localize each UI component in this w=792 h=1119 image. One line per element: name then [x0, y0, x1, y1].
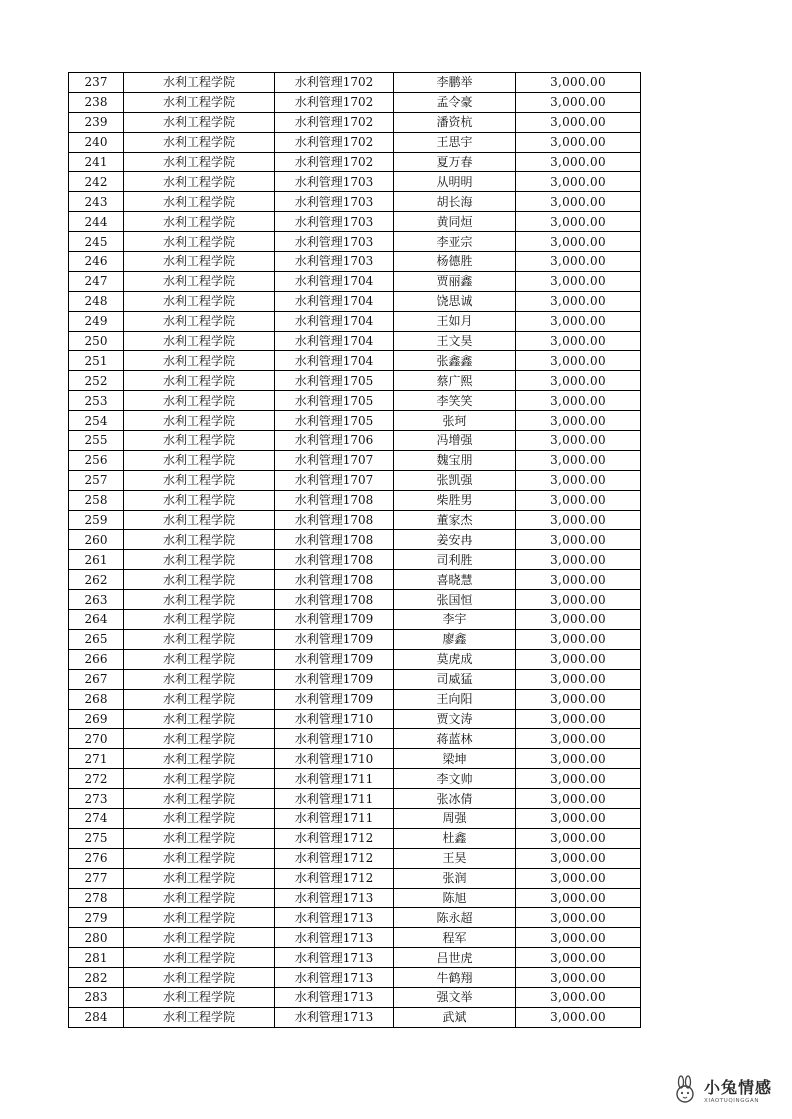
- table-row: [69, 371, 641, 391]
- student-name-cell: 李笑笑: [394, 391, 516, 411]
- college-cell: 水利工程学院: [124, 689, 275, 709]
- table-row: [69, 888, 641, 908]
- row-number-cell: 277: [69, 868, 124, 888]
- class-cell: 水利管理1713: [275, 987, 394, 1007]
- class-cell: 水利管理1703: [275, 192, 394, 212]
- student-name-cell: 杨德胜: [394, 252, 516, 272]
- college-cell: 水利工程学院: [124, 828, 275, 848]
- student-name-cell: 张凯强: [394, 470, 516, 490]
- row-number-cell: 280: [69, 928, 124, 948]
- class-cell: 水利管理1709: [275, 669, 394, 689]
- student-name-cell: 李文帅: [394, 769, 516, 789]
- college-cell: 水利工程学院: [124, 709, 275, 729]
- amount-cell: 3,000.00: [516, 172, 641, 192]
- class-cell: 水利管理1710: [275, 749, 394, 769]
- class-cell: 水利管理1703: [275, 212, 394, 232]
- class-cell: 水利管理1708: [275, 570, 394, 590]
- row-number-cell: 246: [69, 252, 124, 272]
- class-cell: 水利管理1710: [275, 729, 394, 749]
- amount-cell: 3,000.00: [516, 888, 641, 908]
- amount-cell: 3,000.00: [516, 948, 641, 968]
- college-cell: 水利工程学院: [124, 1007, 275, 1027]
- student-name-cell: 从明明: [394, 172, 516, 192]
- row-number-cell: 273: [69, 789, 124, 809]
- college-cell: 水利工程学院: [124, 271, 275, 291]
- class-cell: 水利管理1713: [275, 908, 394, 928]
- student-name-cell: 牛鹤翔: [394, 968, 516, 988]
- table-row: [69, 92, 641, 112]
- table-row: [69, 212, 641, 232]
- class-cell: 水利管理1709: [275, 689, 394, 709]
- student-name-cell: 张国恒: [394, 590, 516, 610]
- amount-cell: 3,000.00: [516, 291, 641, 311]
- class-cell: 水利管理1705: [275, 371, 394, 391]
- table-row: [69, 570, 641, 590]
- table-row: [69, 669, 641, 689]
- watermark-subtitle: XIAOTUQINGGAN: [704, 1098, 760, 1104]
- table-row: [69, 132, 641, 152]
- student-name-cell: 廖鑫: [394, 629, 516, 649]
- table-row: [69, 908, 641, 928]
- class-cell: 水利管理1713: [275, 888, 394, 908]
- table-row: [69, 73, 641, 93]
- row-number-cell: 247: [69, 271, 124, 291]
- class-cell: 水利管理1706: [275, 431, 394, 451]
- college-cell: 水利工程学院: [124, 749, 275, 769]
- amount-cell: 3,000.00: [516, 112, 641, 132]
- class-cell: 水利管理1712: [275, 828, 394, 848]
- table-row: [69, 550, 641, 570]
- amount-cell: 3,000.00: [516, 709, 641, 729]
- college-cell: 水利工程学院: [124, 928, 275, 948]
- class-cell: 水利管理1709: [275, 629, 394, 649]
- row-number-cell: 260: [69, 530, 124, 550]
- student-name-cell: 武斌: [394, 1007, 516, 1027]
- row-number-cell: 283: [69, 987, 124, 1007]
- amount-cell: 3,000.00: [516, 848, 641, 868]
- student-name-cell: 王文昊: [394, 331, 516, 351]
- class-cell: 水利管理1713: [275, 968, 394, 988]
- college-cell: 水利工程学院: [124, 331, 275, 351]
- student-name-cell: 孟令豪: [394, 92, 516, 112]
- student-name-cell: 张鑫鑫: [394, 351, 516, 371]
- row-number-cell: 268: [69, 689, 124, 709]
- row-number-cell: 251: [69, 351, 124, 371]
- amount-cell: 3,000.00: [516, 649, 641, 669]
- amount-cell: 3,000.00: [516, 331, 641, 351]
- row-number-cell: 281: [69, 948, 124, 968]
- amount-cell: 3,000.00: [516, 570, 641, 590]
- class-cell: 水利管理1709: [275, 649, 394, 669]
- class-cell: 水利管理1712: [275, 868, 394, 888]
- table-row: [69, 530, 641, 550]
- table-row: [69, 709, 641, 729]
- table-row: [69, 490, 641, 510]
- row-number-cell: 254: [69, 411, 124, 431]
- table-row: [69, 152, 641, 172]
- table-row: [69, 828, 641, 848]
- college-cell: 水利工程学院: [124, 510, 275, 530]
- amount-cell: 3,000.00: [516, 490, 641, 510]
- amount-cell: 3,000.00: [516, 590, 641, 610]
- college-cell: 水利工程学院: [124, 152, 275, 172]
- college-cell: 水利工程学院: [124, 411, 275, 431]
- class-cell: 水利管理1703: [275, 252, 394, 272]
- college-cell: 水利工程学院: [124, 490, 275, 510]
- college-cell: 水利工程学院: [124, 311, 275, 331]
- class-cell: 水利管理1702: [275, 132, 394, 152]
- site-watermark: [670, 1073, 782, 1111]
- class-cell: 水利管理1703: [275, 232, 394, 252]
- table-row: [69, 769, 641, 789]
- row-number-cell: 238: [69, 92, 124, 112]
- class-cell: 水利管理1712: [275, 848, 394, 868]
- amount-cell: 3,000.00: [516, 808, 641, 828]
- student-name-cell: 强文举: [394, 987, 516, 1007]
- college-cell: 水利工程学院: [124, 669, 275, 689]
- college-cell: 水利工程学院: [124, 73, 275, 93]
- table-row: [69, 928, 641, 948]
- amount-cell: 3,000.00: [516, 868, 641, 888]
- student-name-cell: 王昊: [394, 848, 516, 868]
- table-row: [69, 351, 641, 371]
- amount-cell: 3,000.00: [516, 73, 641, 93]
- class-cell: 水利管理1704: [275, 291, 394, 311]
- class-cell: 水利管理1702: [275, 152, 394, 172]
- student-name-cell: 陈旭: [394, 888, 516, 908]
- student-name-cell: 饶思诚: [394, 291, 516, 311]
- class-cell: 水利管理1708: [275, 510, 394, 530]
- row-number-cell: 248: [69, 291, 124, 311]
- row-number-cell: 263: [69, 590, 124, 610]
- table-row: [69, 112, 641, 132]
- amount-cell: 3,000.00: [516, 92, 641, 112]
- table-row: [69, 311, 641, 331]
- amount-cell: 3,000.00: [516, 610, 641, 630]
- class-cell: 水利管理1713: [275, 928, 394, 948]
- row-number-cell: 237: [69, 73, 124, 93]
- row-number-cell: 269: [69, 709, 124, 729]
- class-cell: 水利管理1702: [275, 73, 394, 93]
- college-cell: 水利工程学院: [124, 172, 275, 192]
- table-row: [69, 987, 641, 1007]
- class-cell: 水利管理1708: [275, 530, 394, 550]
- student-name-cell: 柴胜男: [394, 490, 516, 510]
- row-number-cell: 279: [69, 908, 124, 928]
- student-name-cell: 梁坤: [394, 749, 516, 769]
- college-cell: 水利工程学院: [124, 649, 275, 669]
- student-name-cell: 张珂: [394, 411, 516, 431]
- college-cell: 水利工程学院: [124, 252, 275, 272]
- watermark-title: 小兔情感: [704, 1078, 773, 1097]
- table-row: [69, 749, 641, 769]
- amount-cell: 3,000.00: [516, 351, 641, 371]
- class-cell: 水利管理1707: [275, 470, 394, 490]
- class-cell: 水利管理1711: [275, 769, 394, 789]
- row-number-cell: 240: [69, 132, 124, 152]
- college-cell: 水利工程学院: [124, 968, 275, 988]
- row-number-cell: 249: [69, 311, 124, 331]
- class-cell: 水利管理1705: [275, 411, 394, 431]
- class-cell: 水利管理1708: [275, 590, 394, 610]
- amount-cell: 3,000.00: [516, 271, 641, 291]
- amount-cell: 3,000.00: [516, 391, 641, 411]
- row-number-cell: 262: [69, 570, 124, 590]
- class-cell: 水利管理1713: [275, 1007, 394, 1027]
- class-cell: 水利管理1704: [275, 311, 394, 331]
- table-row: [69, 610, 641, 630]
- amount-cell: 3,000.00: [516, 550, 641, 570]
- row-number-cell: 241: [69, 152, 124, 172]
- amount-cell: 3,000.00: [516, 968, 641, 988]
- row-number-cell: 258: [69, 490, 124, 510]
- table-row: [69, 1007, 641, 1027]
- row-number-cell: 250: [69, 331, 124, 351]
- amount-cell: 3,000.00: [516, 669, 641, 689]
- college-cell: 水利工程学院: [124, 530, 275, 550]
- class-cell: 水利管理1703: [275, 172, 394, 192]
- amount-cell: 3,000.00: [516, 152, 641, 172]
- class-cell: 水利管理1708: [275, 490, 394, 510]
- row-number-cell: 243: [69, 192, 124, 212]
- row-number-cell: 265: [69, 629, 124, 649]
- college-cell: 水利工程学院: [124, 232, 275, 252]
- row-number-cell: 261: [69, 550, 124, 570]
- amount-cell: 3,000.00: [516, 928, 641, 948]
- scholarship-list-table: [68, 72, 641, 1028]
- row-number-cell: 272: [69, 769, 124, 789]
- row-number-cell: 256: [69, 450, 124, 470]
- amount-cell: 3,000.00: [516, 1007, 641, 1027]
- amount-cell: 3,000.00: [516, 371, 641, 391]
- row-number-cell: 239: [69, 112, 124, 132]
- class-cell: 水利管理1705: [275, 391, 394, 411]
- student-name-cell: 李鹏举: [394, 73, 516, 93]
- amount-cell: 3,000.00: [516, 252, 641, 272]
- college-cell: 水利工程学院: [124, 291, 275, 311]
- student-name-cell: 黄同烜: [394, 212, 516, 232]
- table-row: [69, 590, 641, 610]
- class-cell: 水利管理1711: [275, 789, 394, 809]
- student-name-cell: 贾丽鑫: [394, 271, 516, 291]
- row-number-cell: 270: [69, 729, 124, 749]
- college-cell: 水利工程学院: [124, 212, 275, 232]
- table-row: [69, 629, 641, 649]
- college-cell: 水利工程学院: [124, 610, 275, 630]
- college-cell: 水利工程学院: [124, 192, 275, 212]
- table-row: [69, 391, 641, 411]
- amount-cell: 3,000.00: [516, 431, 641, 451]
- student-name-cell: 张润: [394, 868, 516, 888]
- student-name-cell: 张冰倩: [394, 789, 516, 809]
- college-cell: 水利工程学院: [124, 550, 275, 570]
- college-cell: 水利工程学院: [124, 470, 275, 490]
- amount-cell: 3,000.00: [516, 470, 641, 490]
- row-number-cell: 255: [69, 431, 124, 451]
- amount-cell: 3,000.00: [516, 212, 641, 232]
- table-row: [69, 808, 641, 828]
- student-name-cell: 贾文涛: [394, 709, 516, 729]
- student-name-cell: 王如月: [394, 311, 516, 331]
- row-number-cell: 278: [69, 888, 124, 908]
- table-row: [69, 450, 641, 470]
- class-cell: 水利管理1709: [275, 610, 394, 630]
- college-cell: 水利工程学院: [124, 391, 275, 411]
- college-cell: 水利工程学院: [124, 371, 275, 391]
- college-cell: 水利工程学院: [124, 450, 275, 470]
- student-name-cell: 司利胜: [394, 550, 516, 570]
- row-number-cell: 267: [69, 669, 124, 689]
- row-number-cell: 257: [69, 470, 124, 490]
- table-body: [69, 73, 641, 1028]
- amount-cell: 3,000.00: [516, 232, 641, 252]
- table-row: [69, 968, 641, 988]
- student-name-cell: 董家杰: [394, 510, 516, 530]
- college-cell: 水利工程学院: [124, 789, 275, 809]
- amount-cell: 3,000.00: [516, 411, 641, 431]
- student-name-cell: 吕世虎: [394, 948, 516, 968]
- college-cell: 水利工程学院: [124, 908, 275, 928]
- student-name-cell: 李亚宗: [394, 232, 516, 252]
- amount-cell: 3,000.00: [516, 908, 641, 928]
- student-name-cell: 司威猛: [394, 669, 516, 689]
- row-number-cell: 276: [69, 848, 124, 868]
- college-cell: 水利工程学院: [124, 590, 275, 610]
- table-row: [69, 232, 641, 252]
- amount-cell: 3,000.00: [516, 987, 641, 1007]
- table-row: [69, 172, 641, 192]
- student-name-cell: 杜鑫: [394, 828, 516, 848]
- row-number-cell: 271: [69, 749, 124, 769]
- college-cell: 水利工程学院: [124, 92, 275, 112]
- table-row: [69, 291, 641, 311]
- student-name-cell: 潘资杭: [394, 112, 516, 132]
- college-cell: 水利工程学院: [124, 987, 275, 1007]
- rabbit-logo-icon: [670, 1075, 700, 1105]
- amount-cell: 3,000.00: [516, 629, 641, 649]
- table-row: [69, 252, 641, 272]
- class-cell: 水利管理1711: [275, 808, 394, 828]
- student-name-cell: 喜晓慧: [394, 570, 516, 590]
- row-number-cell: 252: [69, 371, 124, 391]
- table-row: [69, 470, 641, 490]
- college-cell: 水利工程学院: [124, 729, 275, 749]
- row-number-cell: 282: [69, 968, 124, 988]
- table-row: [69, 271, 641, 291]
- amount-cell: 3,000.00: [516, 828, 641, 848]
- table-row: [69, 689, 641, 709]
- table-row: [69, 848, 641, 868]
- row-number-cell: 253: [69, 391, 124, 411]
- row-number-cell: 274: [69, 808, 124, 828]
- student-name-cell: 姜安冉: [394, 530, 516, 550]
- table-row: [69, 331, 641, 351]
- student-name-cell: 王思宇: [394, 132, 516, 152]
- student-name-cell: 夏万春: [394, 152, 516, 172]
- college-cell: 水利工程学院: [124, 808, 275, 828]
- amount-cell: 3,000.00: [516, 789, 641, 809]
- college-cell: 水利工程学院: [124, 769, 275, 789]
- table-row: [69, 510, 641, 530]
- row-number-cell: 259: [69, 510, 124, 530]
- table-row: [69, 649, 641, 669]
- college-cell: 水利工程学院: [124, 570, 275, 590]
- college-cell: 水利工程学院: [124, 948, 275, 968]
- amount-cell: 3,000.00: [516, 729, 641, 749]
- student-name-cell: 胡长海: [394, 192, 516, 212]
- amount-cell: 3,000.00: [516, 192, 641, 212]
- table-row: [69, 431, 641, 451]
- student-name-cell: 莫虎成: [394, 649, 516, 669]
- college-cell: 水利工程学院: [124, 351, 275, 371]
- amount-cell: 3,000.00: [516, 311, 641, 331]
- student-name-cell: 魏宝朋: [394, 450, 516, 470]
- amount-cell: 3,000.00: [516, 689, 641, 709]
- college-cell: 水利工程学院: [124, 112, 275, 132]
- amount-cell: 3,000.00: [516, 450, 641, 470]
- class-cell: 水利管理1702: [275, 92, 394, 112]
- college-cell: 水利工程学院: [124, 888, 275, 908]
- amount-cell: 3,000.00: [516, 749, 641, 769]
- row-number-cell: 245: [69, 232, 124, 252]
- student-name-cell: 冯增强: [394, 431, 516, 451]
- class-cell: 水利管理1713: [275, 948, 394, 968]
- class-cell: 水利管理1704: [275, 271, 394, 291]
- table-row: [69, 789, 641, 809]
- student-name-cell: 陈永超: [394, 908, 516, 928]
- table-row: [69, 948, 641, 968]
- college-cell: 水利工程学院: [124, 132, 275, 152]
- amount-cell: 3,000.00: [516, 769, 641, 789]
- college-cell: 水利工程学院: [124, 868, 275, 888]
- row-number-cell: 284: [69, 1007, 124, 1027]
- class-cell: 水利管理1702: [275, 112, 394, 132]
- student-name-cell: 蔡广熙: [394, 371, 516, 391]
- table-row: [69, 729, 641, 749]
- class-cell: 水利管理1707: [275, 450, 394, 470]
- student-name-cell: 王向阳: [394, 689, 516, 709]
- student-name-cell: 周强: [394, 808, 516, 828]
- table-row: [69, 411, 641, 431]
- college-cell: 水利工程学院: [124, 848, 275, 868]
- class-cell: 水利管理1704: [275, 331, 394, 351]
- row-number-cell: 244: [69, 212, 124, 232]
- amount-cell: 3,000.00: [516, 132, 641, 152]
- student-name-cell: 李宇: [394, 610, 516, 630]
- row-number-cell: 275: [69, 828, 124, 848]
- table-row: [69, 192, 641, 212]
- student-name-cell: 蒋蓝林: [394, 729, 516, 749]
- row-number-cell: 264: [69, 610, 124, 630]
- amount-cell: 3,000.00: [516, 510, 641, 530]
- student-name-cell: 程军: [394, 928, 516, 948]
- table-row: [69, 868, 641, 888]
- college-cell: 水利工程学院: [124, 431, 275, 451]
- college-cell: 水利工程学院: [124, 629, 275, 649]
- row-number-cell: 266: [69, 649, 124, 669]
- amount-cell: 3,000.00: [516, 530, 641, 550]
- class-cell: 水利管理1710: [275, 709, 394, 729]
- class-cell: 水利管理1704: [275, 351, 394, 371]
- class-cell: 水利管理1708: [275, 550, 394, 570]
- row-number-cell: 242: [69, 172, 124, 192]
